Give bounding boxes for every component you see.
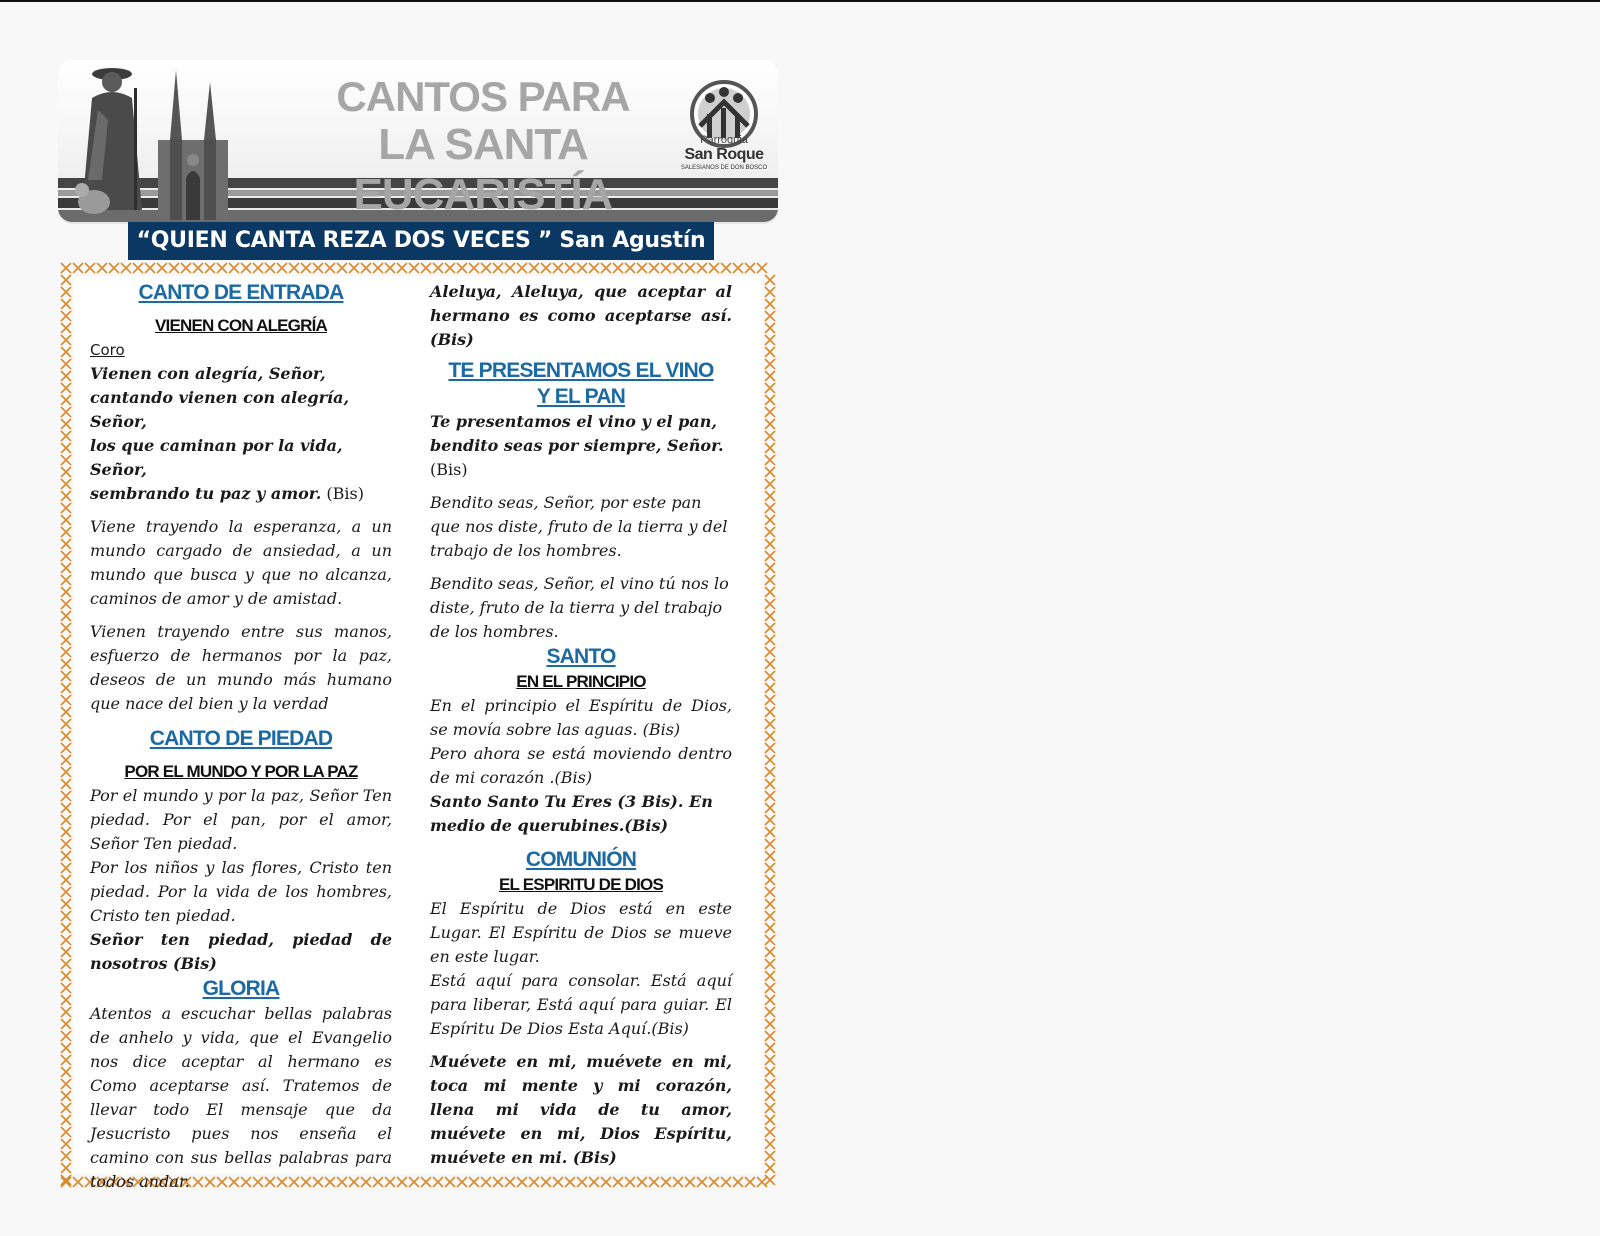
section-heading-santo: SANTO <box>546 645 616 668</box>
section-heading-comunion: COMUNIÓN <box>525 848 637 871</box>
logo-subtitle: SALESIANOS DE DON BOSCO <box>680 165 768 171</box>
verse: Aleluya, Aleluya, que aceptar al hermano es como aceptarse así. (Bis) <box>430 282 732 349</box>
coro-line: cantando vienen con alegría, Señor, <box>90 388 350 431</box>
banner-title-line2: LA SANTA EUCARISTÍA <box>353 120 613 219</box>
verse: Por el mundo y por la paz, Señor Ten piedad. Por el pan, por el amor, Señor Ten piedad. <box>90 786 392 853</box>
coro-label: Coro <box>90 341 125 359</box>
song-title-por-el-mundo: POR EL MUNDO Y POR LA PAZ <box>124 762 358 781</box>
verse-bis: (Bis) <box>430 460 468 479</box>
right-column <box>430 280 732 1170</box>
section-heading-piedad: CANTO DE PIEDAD <box>149 727 333 750</box>
logo-parroquia-label: Parroquia <box>700 134 748 146</box>
coro-line: los que caminan por la vida, Señor, <box>90 436 343 479</box>
left-column <box>90 280 392 1194</box>
song-sheet <box>58 60 778 1190</box>
top-rule <box>0 0 1600 2</box>
saint-and-church-illustration <box>58 60 238 224</box>
song-title-espiritu: EL ESPIRITU DE DIOS <box>499 875 663 894</box>
quote-bar: “QUIEN CANTA REZA DOS VECES ” San Agustín <box>128 222 714 260</box>
verse: Santo Santo Tu Eres (3 Bis). En medio de querubines.(Bis) <box>430 792 713 835</box>
coro-bis: (Bis) <box>321 484 364 503</box>
section-heading-ofertorio-line1: TE PRESENTAMOS EL VINO <box>448 359 714 382</box>
verse: Pero ahora se está moviendo dentro de mi corazón .(Bis) <box>430 744 732 787</box>
verse: Bendito seas, Señor, el vino tú nos lo diste, fruto de la tierra y del trabajo de los hombres. <box>430 574 729 641</box>
banner-title-line1: CANTOS PARA <box>336 73 630 120</box>
section-heading-gloria: GLORIA <box>202 977 280 1000</box>
verse: Bendito seas, Señor, por este pan que nos diste, fruto de la tierra y del trabajo de los hombres. <box>430 493 728 560</box>
coro-line-last <box>90 482 392 506</box>
verse: Te presentamos el vino y el pan, bendito seas por siempre, Señor. <box>430 412 724 455</box>
song-title-vienen: VIENEN CON ALEGRÍA <box>155 316 327 335</box>
verse: Por los niños y las flores, Cristo ten piedad. Por la vida de los hombres, Cristo ten piedad. <box>90 858 392 925</box>
verse: Señor ten piedad, piedad de nosotros (Bis) <box>90 930 392 973</box>
section-heading-ofertorio-line2: Y EL PAN <box>536 385 626 408</box>
verse: Muévete en mi, muévete en mi, toca mi mente y mi corazón, llena mi vida de tu amor, muévete en mi, Dios Espíritu, muévete en mi. (Bis) <box>430 1052 732 1167</box>
verse: En el principio el Espíritu de Dios, se movía sobre las aguas. (Bis) <box>430 696 732 739</box>
header-banner <box>58 60 778 224</box>
coro-line: sembrando tu paz y amor. <box>90 484 322 503</box>
verse: Vienen trayendo entre sus manos, esfuerzo de hermanos por la paz, deseos de un mundo más humano que nace del bien y la verdad <box>90 622 392 713</box>
song-title-en-el-principio: EN EL PRINCIPIO <box>516 672 646 691</box>
coro-line: Vienen con alegría, Señor, <box>90 364 326 383</box>
songs-content <box>58 260 778 1190</box>
verse: Viene trayendo la esperanza, a un mundo cargado de ansiedad, a un mundo que busca y que no alcanza, caminos de amor y de amistad. <box>90 517 392 608</box>
verse: El Espíritu de Dios está en este Lugar. El Espíritu de Dios se mueve en este lugar. <box>430 899 732 966</box>
section-heading-entrada: CANTO DE ENTRADA <box>138 281 344 304</box>
verse: Está aquí para consolar. Está aquí para liberar, Está aquí para guiar. El Espíritu De Dios Esta Aquí.(Bis) <box>430 971 732 1038</box>
verse: Atentos a escuchar bellas palabras de anhelo y vida, que el Evangelio nos dice aceptar al hermano es Como aceptarse así. Tratemos de llevar todo El mensaje que da Jesucristo pues nos enseña el camino con sus bellas palabras para todos andar. <box>90 1004 392 1191</box>
logo-parish-name: San Roque <box>684 146 764 163</box>
banner-title <box>248 74 718 220</box>
